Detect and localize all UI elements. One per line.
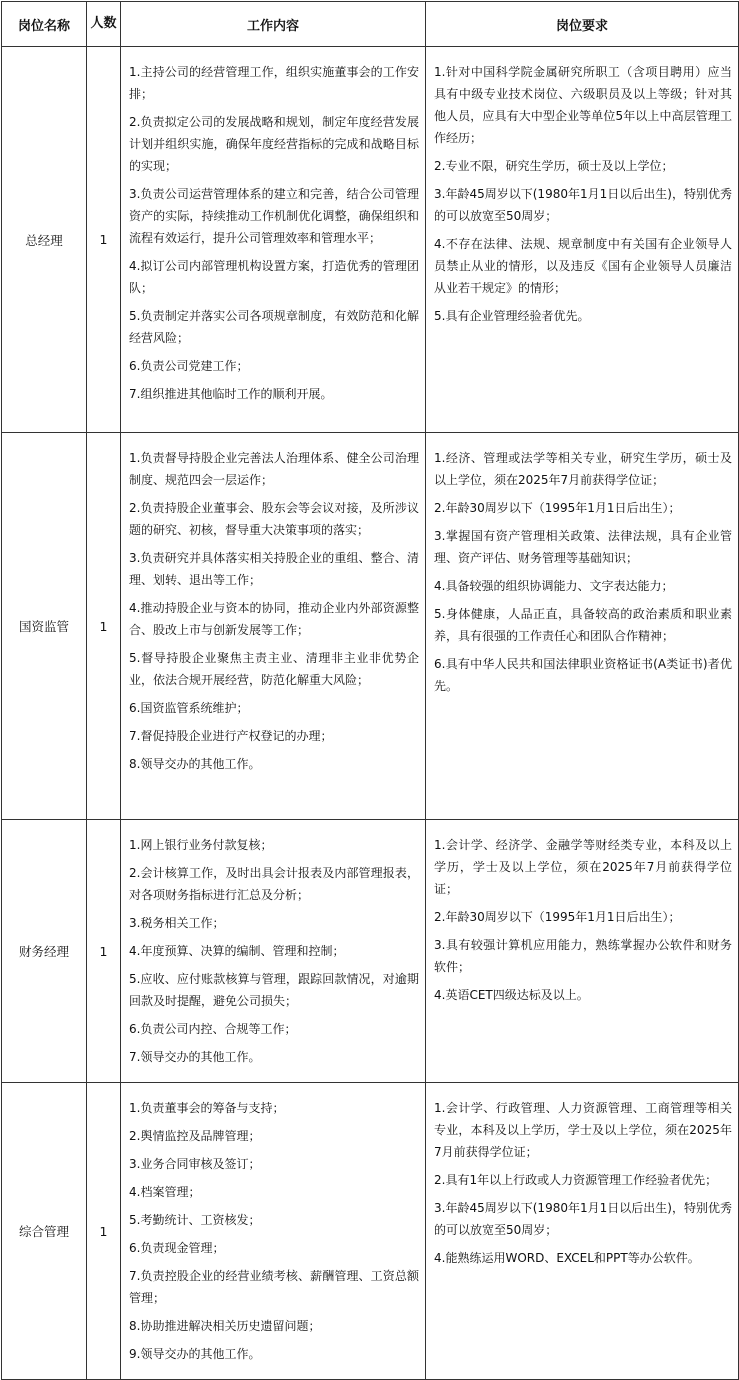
duty-item: 2.负责持股企业董事会、股东会等会议对接，及所涉议题的研究、初核，督导重大决策事项的落实； (129, 501, 419, 537)
duties-list (129, 61, 419, 405)
duties-cell (121, 47, 426, 433)
requirement-item: 1.会计学、经济学、金融学等财经类专业，本科及以上学历，学士及以上学位，须在2025年7月前获得学位证； (434, 838, 732, 896)
duty-item: 7.督促持股企业进行产权登记的办理； (129, 729, 333, 743)
duty-item: 3.负责研究并具体落实相关持股企业的重组、整合、清理、划转、退出等工作； (129, 551, 419, 587)
requirements-cell (426, 820, 739, 1083)
duty-item: 5.负责制定并落实公司各项规章制度，有效防范和化解经营风险； (129, 309, 419, 345)
duty-item: 9.领导交办的其他工作。 (129, 1347, 261, 1361)
duty-item: 1.负责董事会的筹备与支持； (129, 1101, 285, 1115)
duty-item: 8.领导交办的其他工作。 (129, 757, 261, 771)
duty-item: 6.负责现金管理； (129, 1241, 225, 1255)
requirement-item: 1.会计学、行政管理、人力资源管理、工商管理等相关专业，本科及以上学历，学士及以上学位，须在2025年7月前获得学位证； (434, 1101, 732, 1159)
requirement-item: 3.年龄45周岁以下(1980年1月1日以后出生)，特别优秀的可以放宽至50周岁； (434, 187, 732, 223)
requirement-item: 4.英语CET四级达标及以上。 (434, 988, 589, 1002)
requirement-item: 4.能熟练运用WORD、EXCEL和PPT等办公软件。 (434, 1251, 700, 1265)
duties-cell (121, 1083, 426, 1380)
requirement-item: 2.具有1年以上行政或人力资源管理工作经验者优先； (434, 1173, 718, 1187)
duty-item: 3.税务相关工作； (129, 916, 225, 930)
header-duties: 工作内容 (121, 2, 426, 47)
table-header-row (2, 2, 739, 47)
table-row (2, 47, 739, 433)
requirement-item: 4.具备较强的组织协调能力、文字表达能力； (434, 579, 674, 593)
requirement-item: 4.不存在法律、法规、规章制度中有关国有企业领导人员禁止从业的情形，以及违反《国有企业领导人员廉洁从业若干规定》的情形； (434, 237, 732, 295)
header-count: 人数 (87, 2, 121, 47)
requirement-item: 5.具有企业管理经验者优先。 (434, 309, 590, 323)
duties-cell (121, 433, 426, 820)
headcount: 1 (87, 433, 121, 820)
duty-item: 5.应收、应付账款核算与管理，跟踪回款情况，对逾期回款及时提醒，避免公司损失； (129, 972, 419, 1008)
duty-item: 6.负责公司内控、合规等工作； (129, 1022, 297, 1036)
duty-item: 3.负责公司运营管理体系的建立和完善，结合公司管理资产的实际，持续推动工作机制优化调整，确保组织和流程有效运行，提升公司管理效率和管理水平； (129, 187, 419, 245)
table-row (2, 1083, 739, 1380)
requirement-item: 6.具有中华人民共和国法律职业资格证书(A类证书)者优先。 (434, 657, 732, 693)
duty-item: 7.组织推进其他临时工作的顺利开展。 (129, 387, 333, 401)
duty-item: 3.业务合同审核及签订； (129, 1157, 261, 1171)
header-requirements: 岗位要求 (426, 2, 739, 47)
position-name: 财务经理 (2, 820, 87, 1083)
requirement-item: 3.具有较强计算机应用能力，熟练掌握办公软件和财务软件； (434, 938, 732, 974)
requirements-list (434, 447, 732, 697)
requirement-item: 2.专业不限，研究生学历，硕士及以上学位； (434, 159, 674, 173)
duty-item: 6.负责公司党建工作； (129, 359, 249, 373)
requirement-item: 5.身体健康，人品正直，具备较高的政治素质和职业素养，具有很强的工作责任心和团队合作精神； (434, 607, 732, 643)
duty-item: 7.负责控股企业的经营业绩考核、薪酬管理、工资总额管理； (129, 1269, 419, 1305)
duty-item: 7.领导交办的其他工作。 (129, 1050, 261, 1064)
table-row (2, 433, 739, 820)
requirements-cell (426, 433, 739, 820)
position-name: 国资监管 (2, 433, 87, 820)
duty-item: 4.推动持股企业与资本的协同，推动企业内外部资源整合、股改上市与创新发展等工作； (129, 601, 419, 637)
requirement-item: 2.年龄30周岁以下（1995年1月1日后出生）； (434, 501, 681, 515)
requirements-list (434, 834, 732, 1006)
requirement-item: 1.针对中国科学院金属研究所职工（含项目聘用）应当具有中级专业技术岗位、六级职员及以上等级；针对其他人员，应具有大中型企业等单位5年以上中高层管理工作经历； (434, 65, 732, 145)
duty-item: 2.舆情监控及品牌管理； (129, 1129, 261, 1143)
headcount: 1 (87, 47, 121, 433)
duty-item: 8.协助推进解决相关历史遗留问题； (129, 1319, 321, 1333)
duties-cell (121, 820, 426, 1083)
position-name: 综合管理 (2, 1083, 87, 1380)
requirement-item: 2.年龄30周岁以下（1995年1月1日后出生）； (434, 910, 681, 924)
header-position: 岗位名称 (2, 2, 87, 47)
duty-item: 6.国资监管系统维护； (129, 701, 249, 715)
duty-item: 5.考勤统计、工资核发； (129, 1213, 261, 1227)
position-name: 总经理 (2, 47, 87, 433)
duties-list (129, 447, 419, 775)
duty-item: 4.年度预算、决算的编制、管理和控制； (129, 944, 345, 958)
requirements-list (434, 61, 732, 327)
duty-item: 2.会计核算工作，及时出具会计报表及内部管理报表，对各项财务指标进行汇总及分析； (129, 866, 419, 902)
headcount: 1 (87, 1083, 121, 1380)
requirement-item: 3.年龄45周岁以下(1980年1月1日以后出生)，特别优秀的可以放宽至50周岁； (434, 1201, 732, 1237)
duty-item: 1.主持公司的经营管理工作，组织实施董事会的工作安排； (129, 65, 419, 101)
duty-item: 2.负责拟定公司的发展战略和规划，制定年度经营发展计划并组织实施，确保年度经营指标的完成和战略目标的实现； (129, 115, 419, 173)
duty-item: 1.负责督导持股企业完善法人治理体系、健全公司治理制度、规范四会一层运作； (129, 451, 419, 487)
requirements-cell (426, 1083, 739, 1380)
requirement-item: 1.经济、管理或法学等相关专业，研究生学历，硕士及以上学位，须在2025年7月前获得学位证； (434, 451, 732, 487)
table-body (2, 47, 739, 1380)
duties-list (129, 1097, 419, 1365)
duty-item: 4.拟订公司内部管理机构设置方案，打造优秀的管理团队； (129, 259, 419, 295)
duties-list (129, 834, 419, 1068)
duty-item: 4.档案管理； (129, 1185, 201, 1199)
requirements-cell (426, 47, 739, 433)
duty-item: 5.督导持股企业聚焦主责主业、清理非主业非优势企业，依法合规开展经营，防范化解重大风险； (129, 651, 419, 687)
requirement-item: 3.掌握国有资产管理相关政策、法律法规，具有企业管理、资产评估、财务管理等基础知识； (434, 529, 732, 565)
duty-item: 1.网上银行业务付款复核； (129, 838, 273, 852)
headcount: 1 (87, 820, 121, 1083)
table-row (2, 820, 739, 1083)
job-postings-table (1, 1, 739, 1380)
requirements-list (434, 1097, 732, 1269)
